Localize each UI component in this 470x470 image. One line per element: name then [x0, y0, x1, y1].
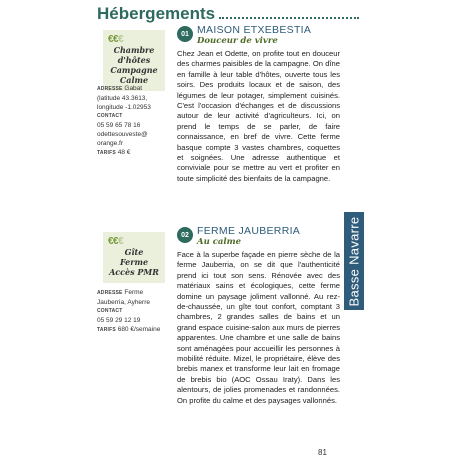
entry-1-title: MAISON ETXEBESTIA — [197, 24, 312, 36]
entry-2-title: FERME JAUBERRIA — [197, 225, 301, 237]
entry-2-price-level: €€€ — [108, 236, 124, 247]
entry-1-price-level: €€€ — [108, 34, 124, 45]
entry-1-number-badge: 01 — [177, 26, 193, 42]
entry-2-description: Face à la superbe façade en pierre sèche de la ferme Jauberria, on se dit que l'authenticité prend ici tout son sens. Rénovée avec des matériaux sains et écologiques, cette ferme domine un paysage joliment vallonné. Au rez-de-chaussée, un gîte tout confort, comptant 3 chambres, 2 grandes salles de bains et un grand espace cuisine-salon aux murs de pierres apparentes. Une chambre et une salle de bains sont aménagées pour accueillir les personnes à mobilité réduite. Mizel, le propriétaire, élève des brebis manex et transforme leur lait en fromage de brebis bio (AOC Ossau Iraty). Dans les alentours, de jolies promenades et randonnées. On profite du calme et des paysages vallonnés. — [177, 250, 340, 405]
entry-2-heading — [177, 226, 300, 247]
section-header — [97, 2, 359, 26]
entry-1-description: Chez Jean et Odette, on profite tout en douceur des charmes paisibles de la campagne. On dîne en famille à leur table d'hôtes, ouverte tous les soirs. Des produits locaux et de saison, des légumes de leur potager, simplement cuisinés. C'est l'occasion d'échanges et de discussions autour de leur activité d'agriculteurs. Ici, on prend le temps de se parler, de faire connaissance, en bref de vivre. Cette ferme basque compte 3 vastes chambres, coquettes et soignées. Une adresse authentique et conviviale pour se mettre au vert et profiter en toute simplicité des bienfaits de la campagne. — [177, 49, 340, 183]
entry-1-category-label: Chambre d'hôtes Campagne Calme — [110, 45, 158, 85]
entry-1-heading — [177, 25, 311, 46]
entry-2-number-badge: 02 — [177, 227, 193, 243]
region-tab — [344, 212, 364, 310]
section-title: Hébergements — [97, 4, 216, 23]
entry-2-info: ADRESSE Ferme Jauberria, Ayherre CONTACT 05 59 29 12 19 TARIFS 680 €/semaine — [97, 289, 161, 333]
entry-1-subtitle: Douceur de vivre — [197, 36, 278, 46]
entry-2-category-label: Gîte Ferme Accès PMR — [109, 247, 159, 277]
entry-1-category-card — [103, 30, 165, 91]
entry-1-info: ADRESSE Gabat (latitude 43.3613, longitude -1.02953 CONTACT 05 59 65 78 16 odettesouveste@ orange.fr TARIFS 48 € — [97, 85, 151, 156]
region-tab-label: Basse Navarre — [346, 216, 362, 306]
header-dotted-rule — [219, 17, 359, 19]
page-number: 81 — [318, 448, 327, 457]
entry-2-subtitle: Au calme — [197, 237, 242, 247]
entry-2-category-card — [103, 232, 165, 283]
